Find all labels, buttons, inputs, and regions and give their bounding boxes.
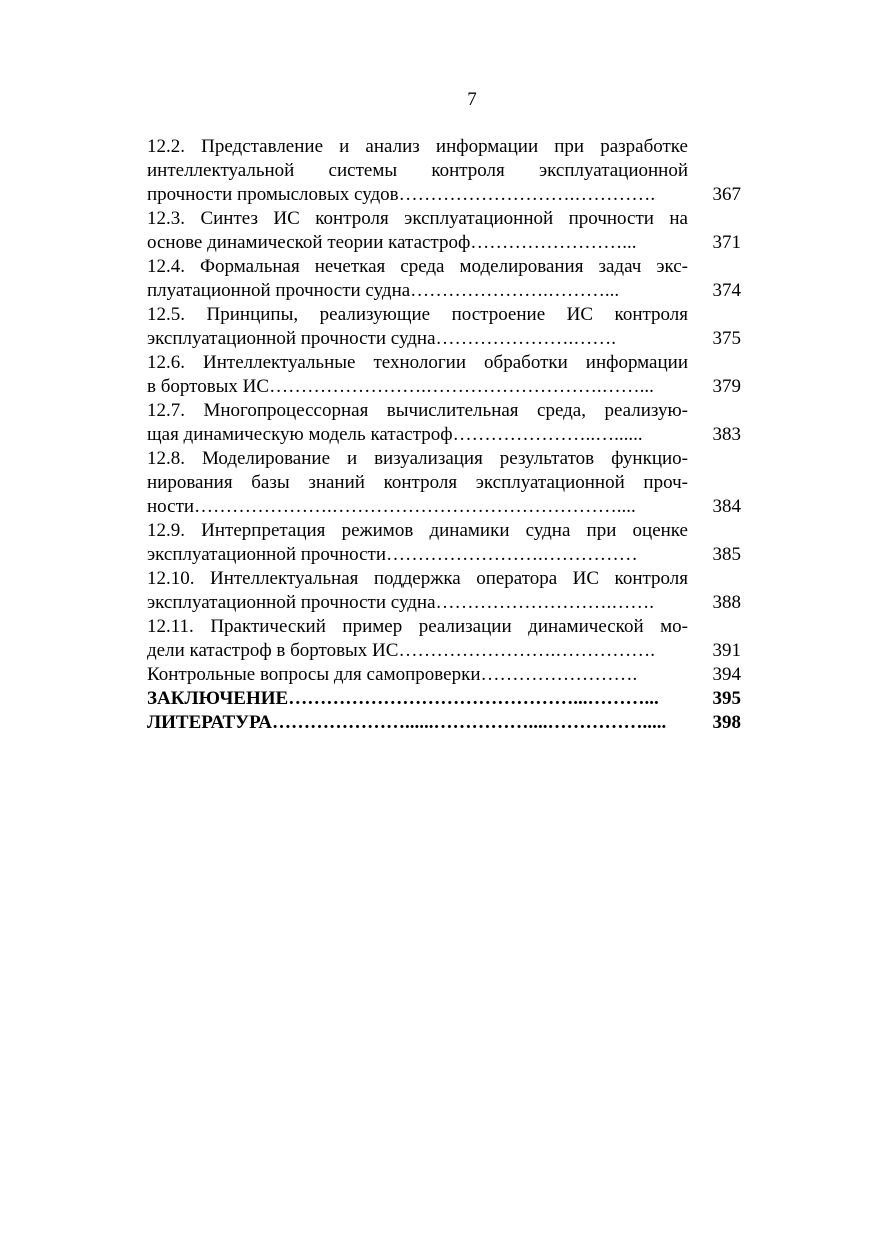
toc-page-number: 371 [712, 232, 741, 253]
toc-entry-line [147, 543, 747, 567]
toc-entry-title-text: 12.10. Интеллектуальная поддержка оператора ИС контроля [147, 568, 688, 589]
toc-entry-title-text: 12.9. Интерпретация режимов динамики судна при оценке [147, 520, 688, 541]
toc-entry-title-text: 12.4. Формальная нечеткая среда моделирования задач экс- [147, 256, 688, 277]
toc-entry-title-text: Контрольные вопросы для самопроверки……………………. [147, 664, 638, 685]
toc-entry [147, 663, 747, 687]
toc-entry-title-text: 12.7. Многопроцессорная вычислительная среда, реализую- [147, 400, 688, 421]
toc-page-number: 398 [712, 712, 741, 733]
toc-page-number: 388 [712, 592, 741, 613]
toc-entry-line [147, 687, 747, 711]
toc-entry-line [147, 183, 747, 207]
toc-entry [147, 399, 747, 447]
toc-entry-title-text: ЗАКЛЮЧЕНИЕ………………………………………...………... [147, 688, 659, 709]
toc-entry [147, 255, 747, 303]
toc-page-number: 394 [712, 664, 741, 685]
toc-entry [147, 567, 747, 615]
toc-entry-title-text: 12.6. Интеллектуальные технологии обработки информации [147, 352, 688, 373]
toc-entry-line [147, 495, 747, 519]
toc-entry-line [147, 615, 747, 639]
toc-entry-line [147, 639, 747, 663]
toc-entry [147, 615, 747, 663]
toc-entry-line [147, 135, 747, 159]
toc-page-number: 374 [712, 280, 741, 301]
toc-entry-line [147, 159, 747, 183]
toc-page-number: 367 [712, 184, 741, 205]
toc-entry [147, 303, 747, 351]
toc-page-number: 384 [712, 496, 741, 517]
toc-entry [147, 135, 747, 207]
toc-entry-title-text: 12.5. Принципы, реализующие построение ИС контроля [147, 304, 688, 325]
toc-page-number: 385 [712, 544, 741, 565]
toc-entry-title-text: 12.3. Синтез ИС контроля эксплуатационной прочности на [147, 208, 688, 229]
toc-entry-line [147, 591, 747, 615]
toc-entry-line [147, 423, 747, 447]
toc-entry-title-text: нирования базы знаний контроля эксплуатационной проч- [147, 472, 688, 493]
toc-entry-title-text: основе динамической теории катастроф……………………... [147, 232, 637, 253]
toc-page-number: 395 [712, 688, 741, 709]
toc-entry-title-text: интеллектуальной системы контроля эксплуатационной [147, 160, 688, 181]
toc-entry-line [147, 399, 747, 423]
toc-page-number: 383 [712, 424, 741, 445]
toc-entry-line [147, 327, 747, 351]
table-of-contents [147, 135, 747, 735]
toc-page-number: 379 [712, 376, 741, 397]
toc-entry-title-text: в бортовых ИС…………………….……………………….……... [147, 376, 654, 397]
toc-entry [147, 711, 747, 735]
toc-entry-line [147, 663, 747, 687]
toc-entry-title-text: 12.11. Практический пример реализации динамической мо- [147, 616, 688, 637]
toc-entry [147, 351, 747, 399]
toc-entry-title-text: эксплуатационной прочности судна………………….……. [147, 328, 617, 349]
toc-entry-line [147, 519, 747, 543]
toc-entry-title-text: эксплуатационной прочности судна……………………….……. [147, 592, 655, 613]
toc-entry [147, 207, 747, 255]
toc-entry-line [147, 207, 747, 231]
toc-entry-title-text: щая динамическую модель катастроф…………………..…...... [147, 424, 643, 445]
toc-entry-title-text: 12.8. Моделирование и визуализация результатов функцио- [147, 448, 688, 469]
toc-page-number: 375 [712, 328, 741, 349]
toc-entry-line [147, 471, 747, 495]
toc-entry-title-text: плуатационной прочности судна………………….………... [147, 280, 620, 301]
toc-entry [147, 687, 747, 711]
toc-entry-title-text: дели катастроф в бортовых ИС…………………….……………. [147, 640, 655, 661]
toc-entry-line [147, 447, 747, 471]
page-number: 7 [467, 89, 477, 110]
toc-entry-title-text: ЛИТЕРАТУРА…………………......……………....……………..... [147, 712, 667, 733]
toc-entry-title-text: ности………………….……………………………………….... [147, 496, 636, 517]
toc-page-number: 391 [712, 640, 741, 661]
toc-entry-line [147, 375, 747, 399]
toc-entry-line [147, 231, 747, 255]
toc-entry-title-text: эксплуатационной прочности…………………….…………… [147, 544, 638, 565]
toc-entry-title-text: прочности промысловых судов……………………….…………. [147, 184, 656, 205]
toc-entry-line [147, 351, 747, 375]
toc-entry-line [147, 711, 747, 735]
toc-entry [147, 447, 747, 519]
toc-entry-line [147, 567, 747, 591]
toc-entry-line [147, 279, 747, 303]
toc-entry [147, 519, 747, 567]
toc-entry-line [147, 303, 747, 327]
toc-entry-title-text: 12.2. Представление и анализ информации при разработке [147, 136, 688, 157]
toc-entry-line [147, 255, 747, 279]
